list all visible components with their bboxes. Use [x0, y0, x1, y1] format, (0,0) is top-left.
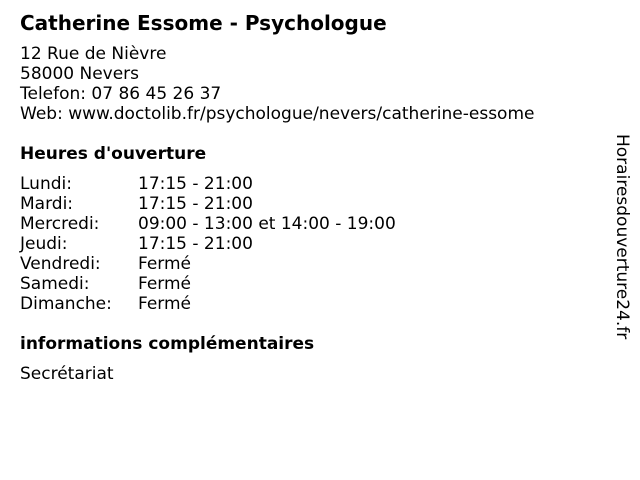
hours-row-wednesday — [20, 214, 590, 234]
business-card — [20, 10, 590, 384]
hours-day-label: Dimanche: — [20, 294, 112, 314]
hours-day-label: Lundi: — [20, 174, 72, 194]
hours-row-monday — [20, 174, 590, 194]
hours-row-saturday — [20, 274, 590, 294]
street-address: 12 Rue de Nièvre — [20, 44, 167, 64]
hours-row-sunday — [20, 294, 590, 314]
hours-time-value: Fermé — [138, 294, 192, 314]
hours-day-label: Jeudi: — [20, 234, 68, 254]
hours-day-label: Vendredi: — [20, 254, 101, 274]
hours-row-friday — [20, 254, 590, 274]
hours-time-value: 17:15 - 21:00 — [138, 174, 253, 194]
hours-day-label: Samedi: — [20, 274, 90, 294]
hours-time-value: 09:00 - 13:00 et 14:00 - 19:00 — [138, 214, 396, 234]
opening-hours-heading: Heures d'ouverture — [20, 144, 207, 164]
opening-hours-list — [20, 174, 590, 314]
hours-row-tuesday — [20, 194, 590, 214]
hours-day-label: Mercredi: — [20, 214, 100, 234]
hours-day-label: Mardi: — [20, 194, 74, 214]
hours-row-thursday — [20, 234, 590, 254]
hours-time-value: 17:15 - 21:00 — [138, 234, 253, 254]
phone-number: Telefon: 07 86 45 26 37 — [20, 84, 222, 104]
site-brand: Horairesdouverture24.fr — [612, 134, 632, 340]
address-block — [20, 44, 590, 124]
hours-time-value: Fermé — [138, 254, 192, 274]
website-link[interactable]: Web: www.doctolib.fr/psychologue/nevers/catherine-essome — [20, 104, 535, 124]
hours-time-value: Fermé — [138, 274, 192, 294]
additional-info-heading: informations complémentaires — [20, 334, 315, 354]
city-address: 58000 Nevers — [20, 64, 140, 84]
additional-info-text: Secrétariat — [20, 364, 114, 384]
page-title: Catherine Essome - Psychologue — [20, 11, 387, 35]
hours-time-value: 17:15 - 21:00 — [138, 194, 253, 214]
